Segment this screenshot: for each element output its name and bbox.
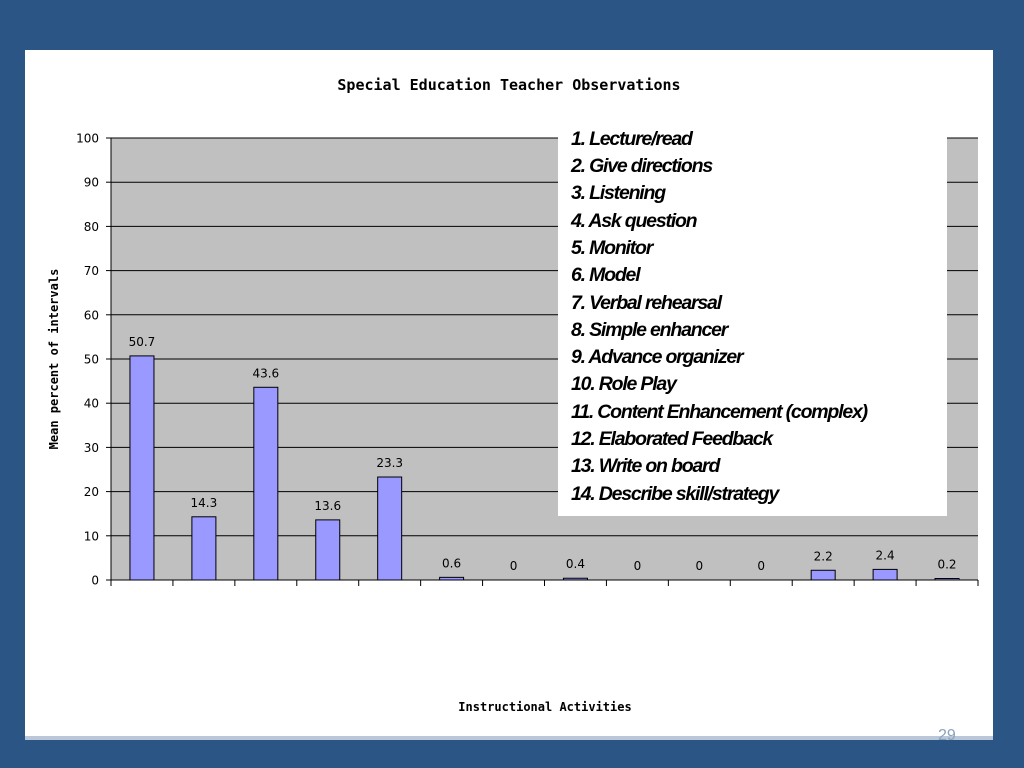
data-label-3: 43.6: [252, 366, 280, 381]
legend-item-8: 8. Simple enhancer: [571, 319, 728, 341]
legend-item-1: 1. Lecture/read: [571, 128, 692, 150]
bar-5: [378, 477, 402, 580]
legend-item-11: 11. Content Enhancement (complex): [571, 401, 867, 423]
chart-title: Special Education Teacher Observations: [337, 76, 681, 94]
y-tick-label-100: 100: [76, 131, 99, 146]
data-label-10: 0: [695, 559, 704, 573]
legend-item-4: 4. Ask question: [571, 210, 697, 232]
y-axis-label: Mean percent of intervals: [47, 268, 61, 450]
data-label-9: 0: [633, 559, 642, 573]
bar-4: [316, 520, 340, 580]
slide-number: 29: [938, 727, 956, 744]
bar-13: [873, 569, 897, 580]
x-axis-label: Instructional Activities: [458, 700, 632, 714]
y-tick-label-80: 80: [83, 219, 99, 234]
y-tick-label-10: 10: [83, 529, 99, 544]
legend-box: [558, 128, 947, 516]
data-label-5: 23.3: [376, 456, 404, 471]
data-label-7: 0: [509, 559, 518, 573]
y-tick-label-40: 40: [83, 396, 99, 411]
y-tick-label-0: 0: [91, 573, 99, 588]
legend-item-7: 7. Verbal rehearsal: [571, 292, 721, 314]
data-label-4: 13.6: [314, 498, 342, 513]
y-tick-label-20: 20: [83, 485, 99, 500]
legend-item-2: 2. Give directions: [571, 155, 712, 177]
bar-1: [130, 356, 154, 580]
legend-item-10: 10. Role Play: [571, 373, 676, 395]
legend-item-12: 12. Elaborated Feedback: [571, 428, 773, 450]
y-tick-label-90: 90: [83, 175, 99, 190]
y-tick-label-30: 30: [83, 440, 99, 455]
data-label-12: 2.2: [813, 549, 833, 564]
bar-3: [254, 387, 278, 580]
legend-item-6: 6. Model: [571, 264, 640, 286]
legend-item-9: 9. Advance organizer: [571, 346, 743, 368]
data-label-14: 0.2: [937, 557, 957, 572]
legend-item-14: 14. Describe skill/strategy: [571, 483, 779, 505]
x-ticks: [111, 580, 978, 586]
data-label-1: 50.7: [128, 334, 156, 349]
legend-item-13: 13. Write on board: [571, 455, 720, 477]
bar-2: [192, 517, 216, 580]
data-label-2: 14.3: [190, 495, 218, 510]
y-tick-label-60: 60: [83, 308, 99, 323]
bar-12: [811, 570, 835, 580]
data-label-6: 0.6: [442, 556, 462, 571]
y-tick-label-50: 50: [83, 352, 99, 367]
data-label-11: 0: [757, 559, 766, 573]
legend-item-3: 3. Listening: [571, 182, 665, 204]
data-label-8: 0.4: [565, 557, 586, 572]
y-ticks: [76, 132, 111, 588]
legend-item-5: 5. Monitor: [571, 237, 653, 259]
y-tick-label-70: 70: [83, 264, 99, 279]
data-label-13: 2.4: [875, 548, 895, 563]
